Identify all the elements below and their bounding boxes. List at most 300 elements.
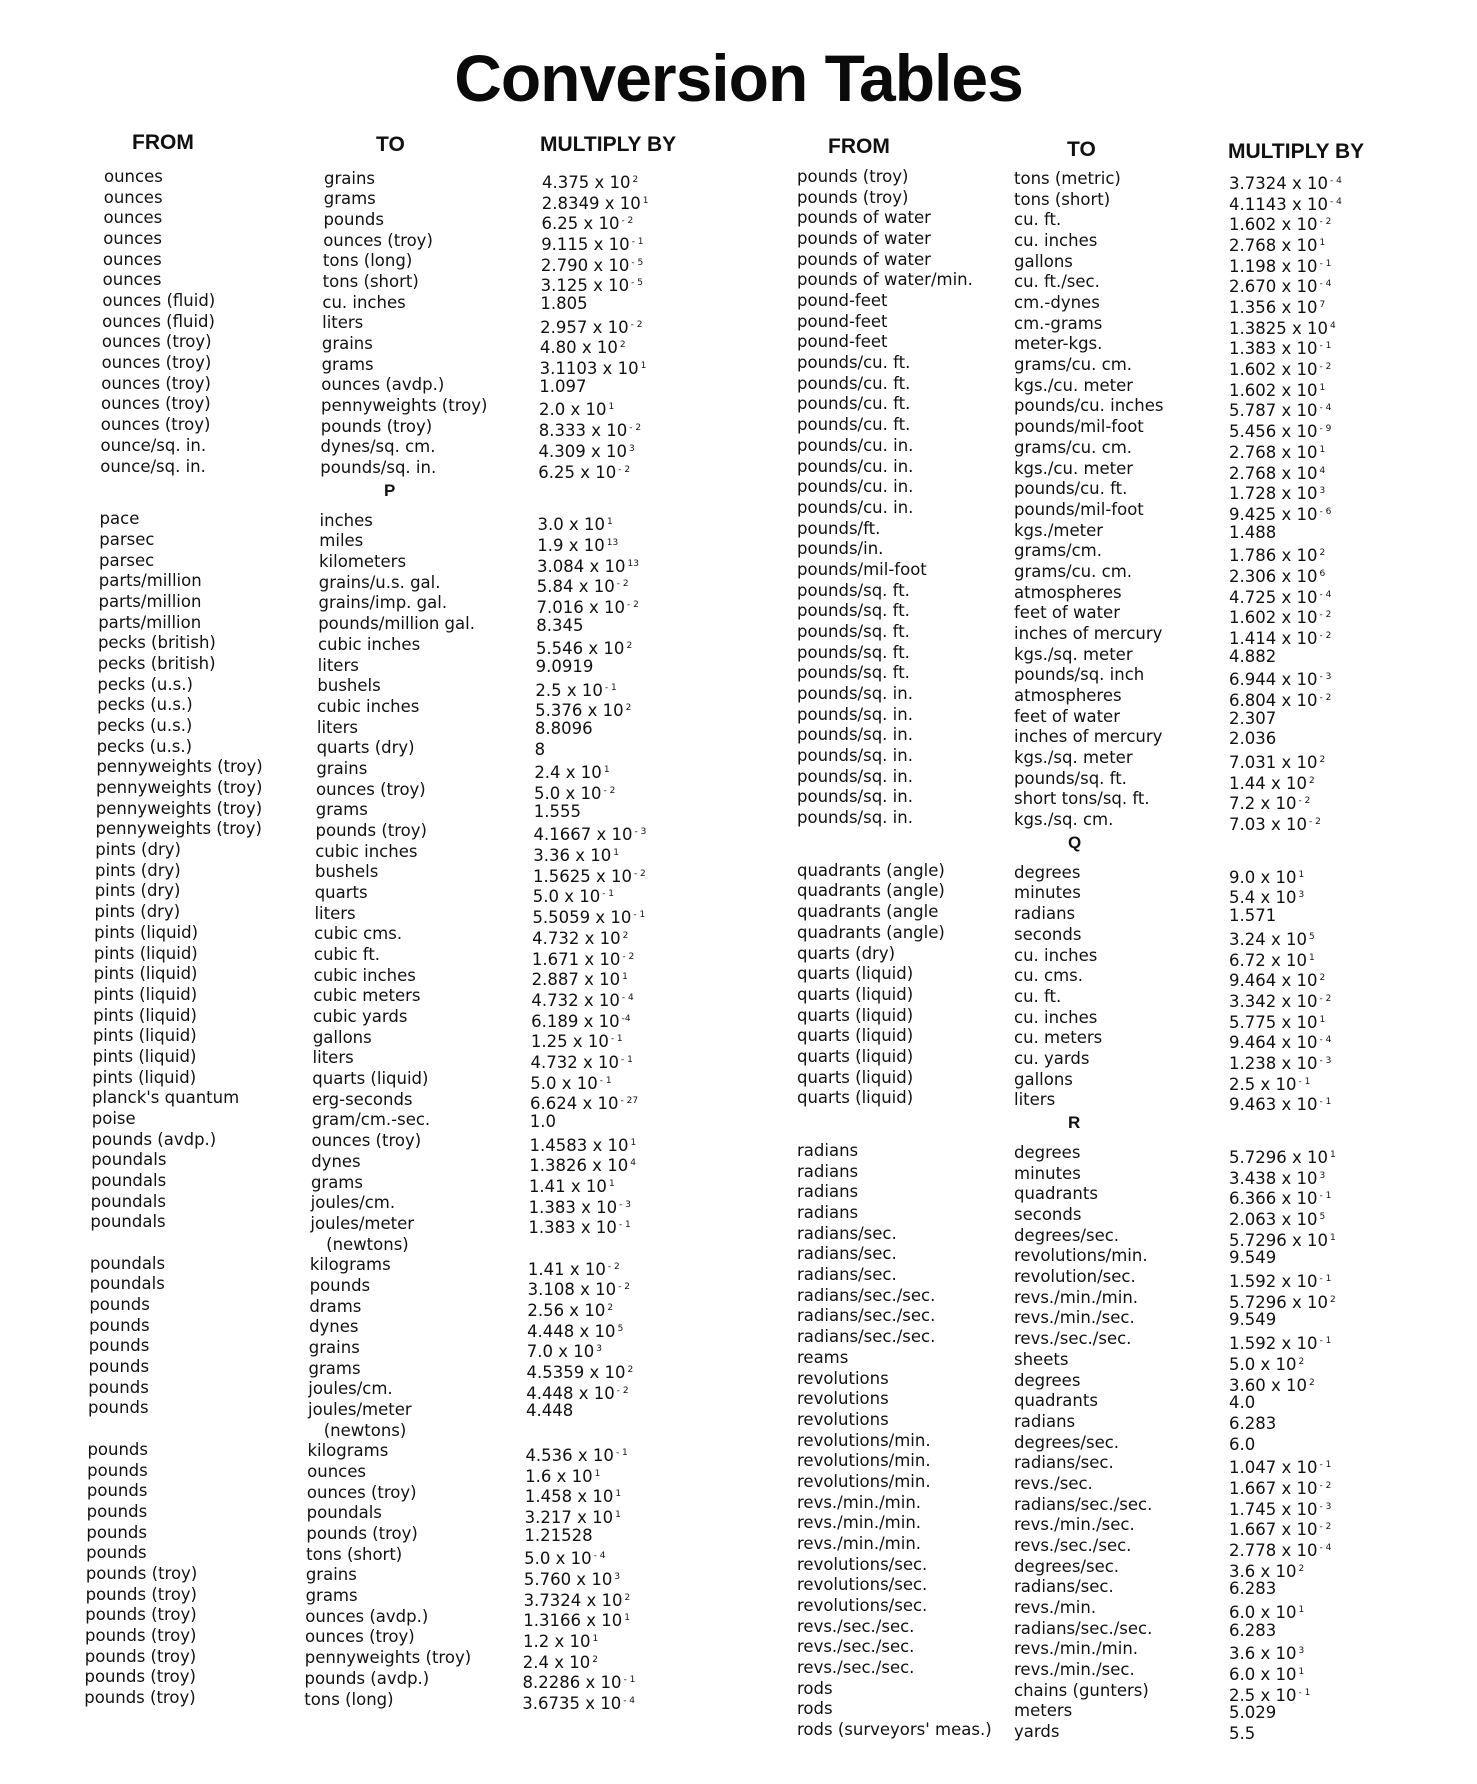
to-unit xyxy=(322,293,405,313)
to-unit xyxy=(1014,727,1162,747)
exponent: 2 xyxy=(1319,548,1326,559)
multiplier xyxy=(1229,667,1331,690)
from-unit-text: pecks (british) xyxy=(97,633,216,653)
exponent: - 2 xyxy=(626,599,639,610)
to-unit xyxy=(1014,1577,1114,1597)
exponent: - 2 xyxy=(603,786,616,797)
multiplier xyxy=(1229,1621,1276,1641)
to-unit-text: grams/cm. xyxy=(1014,541,1102,561)
from-unit xyxy=(797,1327,935,1347)
multiplier xyxy=(1229,1455,1331,1478)
to-unit-text: ounces (troy) xyxy=(323,230,433,250)
to-unit-text: cu. meters xyxy=(1014,1028,1103,1048)
to-unit-text: short tons/sq. ft. xyxy=(1014,789,1150,809)
multiplier-text: 3.36 x 10 xyxy=(533,846,612,866)
multiplier xyxy=(532,967,628,990)
to-unit xyxy=(1014,272,1100,292)
to-unit-text: pounds/sq. ft. xyxy=(1014,768,1127,788)
from-unit xyxy=(797,1472,931,1492)
to-unit-text: cubic ft. xyxy=(313,945,381,965)
exponent: 1 xyxy=(1298,1604,1305,1615)
exponent: - 4 xyxy=(593,1551,606,1562)
multiplier-text: 4.448 xyxy=(525,1401,574,1421)
from-unit-text: pound-feet xyxy=(797,311,888,331)
to-unit-text: degrees xyxy=(1014,1370,1081,1390)
from-unit-text: pounds/sq. in. xyxy=(797,766,913,786)
to-unit xyxy=(311,1131,421,1151)
from-unit-text: revolutions/min. xyxy=(797,1471,931,1491)
exponent: 4 xyxy=(1329,320,1336,331)
to-unit xyxy=(1014,904,1075,924)
from-unit xyxy=(797,560,927,580)
from-unit xyxy=(797,787,913,807)
multiplier-text: 6.944 x 10 xyxy=(1229,670,1318,690)
multiplier xyxy=(1229,585,1331,608)
exponent: - 2 xyxy=(622,951,635,962)
multiplier-text: 8.8096 xyxy=(534,719,593,739)
multiplier xyxy=(1229,865,1304,888)
from-unit xyxy=(797,374,910,394)
multiplier-text: 7.0 x 10 xyxy=(526,1342,595,1362)
to-unit-text: cm.-dynes xyxy=(1014,293,1100,313)
multiplier xyxy=(534,760,609,783)
multiplier-text: 2.036 xyxy=(1229,729,1277,749)
exponent: 1 xyxy=(1319,444,1326,455)
exponent: 1 xyxy=(613,848,619,859)
from-unit-text: pennyweights (troy) xyxy=(95,798,263,818)
exponent: - 5 xyxy=(631,278,643,289)
from-unit-text: pounds/sq. in. xyxy=(797,725,913,745)
from-unit xyxy=(797,353,910,373)
from-unit xyxy=(98,633,216,653)
multiplier xyxy=(527,1339,602,1362)
from-unit-text: revolutions/min. xyxy=(797,1451,931,1471)
multiplier-text: 2.5 x 10 xyxy=(535,680,603,700)
multiplier-text: 3.1103 x 10 xyxy=(539,359,639,379)
to-unit xyxy=(319,573,441,593)
exponent: 2 xyxy=(1298,1563,1305,1574)
to-unit-text: liters xyxy=(312,1048,354,1068)
to-unit-text: pennyweights (troy) xyxy=(304,1648,472,1668)
multiplier xyxy=(1229,1662,1304,1685)
from-unit xyxy=(87,1481,148,1501)
to-unit xyxy=(1014,479,1127,499)
from-unit-text: ounces xyxy=(104,167,163,186)
multiplier-text: 7.2 x 10 xyxy=(1229,794,1297,814)
to-unit xyxy=(1014,1660,1135,1680)
from-unit xyxy=(797,684,913,704)
from-unit xyxy=(96,778,262,798)
from-unit-text: ounces xyxy=(103,187,163,207)
multiplier xyxy=(529,1153,636,1176)
from-unit-text: ounces (fluid) xyxy=(102,291,216,311)
multiplier xyxy=(1229,1703,1276,1723)
to-unit xyxy=(324,1421,407,1441)
multiplier-text: 5.0 x 10 xyxy=(532,887,601,907)
to-unit xyxy=(319,531,363,551)
exponent: - 2 xyxy=(629,423,642,434)
from-unit xyxy=(91,1150,166,1170)
from-unit xyxy=(797,1658,914,1678)
multiplier-text: 2.063 x 10 xyxy=(1229,1210,1318,1230)
to-unit-text: liters xyxy=(314,903,356,923)
from-unit xyxy=(95,840,181,860)
multiplier-text: 1.602 x 10 xyxy=(1229,215,1318,235)
multiplier-text: 1.383 x 10 xyxy=(528,1197,618,1217)
from-unit-text: revs./sec./sec. xyxy=(797,1616,915,1636)
from-unit xyxy=(97,716,193,736)
multiplier-text: 4.1667 x 10 xyxy=(533,825,633,845)
from-unit-text: pennyweights (troy) xyxy=(96,757,263,777)
from-unit-text: poundals xyxy=(91,1150,167,1170)
multiplier-text: 5.5059 x 10 xyxy=(532,908,632,928)
from-unit xyxy=(797,705,913,725)
multiplier xyxy=(534,781,615,804)
to-unit xyxy=(324,169,375,189)
multiplier xyxy=(540,315,642,338)
to-unit-text: seconds xyxy=(1014,924,1082,944)
to-unit xyxy=(321,375,444,395)
from-unit-text: radians/sec./sec. xyxy=(797,1306,936,1326)
multiplier xyxy=(537,533,618,556)
exponent: 1 xyxy=(608,1179,615,1189)
multiplier-text: 3.60 x 10 xyxy=(1229,1375,1307,1395)
exponent: - 9 xyxy=(1319,424,1332,435)
to-unit-text: feet of water xyxy=(1014,706,1120,726)
to-unit-text: meter-kgs. xyxy=(1014,334,1103,354)
multiplier-text: 5.029 xyxy=(1229,1703,1277,1723)
from-unit-text: pounds/cu. ft. xyxy=(797,353,911,373)
to-unit-text: cubic inches xyxy=(317,696,420,716)
multiplier xyxy=(535,698,631,721)
to-unit-text: cu. yards xyxy=(1014,1048,1090,1068)
left-to-header: TO xyxy=(376,133,405,156)
multiplier-text: 7.03 x 10 xyxy=(1229,815,1307,835)
from-unit xyxy=(89,1295,150,1315)
from-unit-text: poundals xyxy=(89,1253,166,1273)
multiplier-text: 2.306 x 10 xyxy=(1229,566,1318,586)
to-unit-text: ounces (troy) xyxy=(305,1627,415,1647)
exponent: 3 xyxy=(1298,890,1305,901)
from-unit-text: revs./min./min. xyxy=(797,1513,922,1533)
exponent: - 4 xyxy=(1319,1542,1332,1553)
multiplier xyxy=(1229,233,1325,256)
to-unit-text: degrees/sec. xyxy=(1014,1432,1120,1452)
from-unit xyxy=(89,1357,150,1377)
exponent: - 1 xyxy=(623,1675,636,1686)
from-unit-text: parts/million xyxy=(98,612,202,632)
from-unit xyxy=(797,1451,931,1471)
from-unit xyxy=(797,394,910,414)
exponent: 2 xyxy=(632,175,639,185)
to-unit-text: tons (long) xyxy=(322,251,413,271)
from-unit-text: pounds xyxy=(88,1336,150,1356)
to-unit-text: revs./min./sec. xyxy=(1014,1308,1135,1328)
to-unit-text: revolution/sec. xyxy=(1014,1267,1136,1287)
multiplier xyxy=(1229,812,1321,835)
from-unit xyxy=(86,1523,147,1543)
exponent: - 27 xyxy=(620,1096,639,1107)
multiplier xyxy=(1229,927,1315,950)
from-unit xyxy=(88,1398,149,1418)
exponent: - 1 xyxy=(604,682,617,693)
exponent: - 4 xyxy=(1319,1035,1332,1046)
multiplier-text: 2.56 x 10 xyxy=(527,1301,606,1321)
multiplier xyxy=(1229,1393,1255,1413)
from-unit-text: parsec xyxy=(99,529,155,549)
from-unit xyxy=(87,1440,148,1460)
multiplier xyxy=(523,1608,630,1631)
to-unit-text: revs./min. xyxy=(1014,1597,1097,1617)
to-unit-text: grains/u.s. gal. xyxy=(318,572,441,592)
to-unit xyxy=(323,231,433,251)
multiplier-text: 7.016 x 10 xyxy=(536,597,625,617)
multiplier-text: 9.549 xyxy=(1229,1248,1277,1268)
to-unit-text: cubic cms. xyxy=(314,924,403,944)
exponent: - 4 xyxy=(1329,176,1342,186)
exponent: 6 xyxy=(1319,568,1326,579)
multiplier-text: 6.189 x 10 xyxy=(531,1011,620,1031)
exponent: 3 xyxy=(1298,1646,1305,1657)
exponent: 3 xyxy=(629,443,635,454)
section-letter-q: Q xyxy=(1068,832,1082,852)
multiplier xyxy=(537,574,629,597)
from-unit-text: quarts (liquid) xyxy=(797,1046,914,1066)
from-unit-text: radians xyxy=(797,1141,859,1161)
to-unit-text: cu. ft./sec. xyxy=(1014,272,1100,292)
to-unit xyxy=(312,1110,430,1130)
multiplier-text: 7.031 x 10 xyxy=(1229,753,1318,773)
to-unit xyxy=(323,210,384,230)
from-unit-text: pints (liquid) xyxy=(92,1026,197,1046)
exponent: 1 xyxy=(1298,869,1305,880)
from-unit-text: pounds (troy) xyxy=(85,1625,197,1645)
multiplier-text: 2.790 x 10 xyxy=(540,255,630,275)
from-unit-text: pounds of water xyxy=(797,249,931,269)
multiplier-text: 3.24 x 10 xyxy=(1229,929,1307,949)
exponent: - 1 xyxy=(1319,1097,1332,1108)
to-unit xyxy=(1014,1143,1080,1163)
from-unit xyxy=(797,1699,833,1719)
to-unit-text: inches of mercury xyxy=(1014,623,1163,643)
from-unit xyxy=(89,1316,150,1336)
to-unit-text: grains xyxy=(316,758,368,778)
multiplier-text: 9.425 x 10 xyxy=(1229,504,1318,524)
from-unit-text: ounces xyxy=(102,249,162,269)
exponent: 1 xyxy=(607,517,613,528)
multiplier xyxy=(531,988,633,1011)
from-unit xyxy=(100,457,206,477)
to-unit-text: ounces (avdp.) xyxy=(321,375,445,395)
from-unit xyxy=(94,944,198,964)
multiplier-text: 1.097 xyxy=(539,376,587,396)
from-unit xyxy=(797,1596,927,1616)
to-unit-text: radians/sec. xyxy=(1014,1453,1114,1473)
from-unit xyxy=(797,332,888,352)
to-unit-text: quadrants xyxy=(1014,1391,1098,1411)
from-unit xyxy=(86,1543,147,1563)
multiplier-text: 5.0 x 10 xyxy=(534,784,602,804)
multiplier xyxy=(541,211,633,234)
exponent: 13 xyxy=(627,558,639,569)
exponent: - 2 xyxy=(616,1385,629,1396)
to-unit-text: kgs./sq. meter xyxy=(1014,748,1133,768)
from-unit xyxy=(797,1493,921,1513)
from-unit xyxy=(797,312,888,332)
to-unit xyxy=(1014,210,1061,230)
exponent: 2 xyxy=(1319,973,1326,984)
to-unit-text: radians xyxy=(1014,1411,1076,1431)
from-unit-text: quarts (liquid) xyxy=(797,1026,914,1046)
to-unit xyxy=(318,593,447,613)
from-unit xyxy=(84,1688,195,1708)
section-letter-r: R xyxy=(1068,1113,1081,1133)
from-unit xyxy=(85,1605,196,1625)
multiplier-text: 2.887 x 10 xyxy=(531,970,621,990)
to-unit-text: grams/cu. cm. xyxy=(1014,355,1133,375)
from-unit-text: pennyweights (troy) xyxy=(95,819,262,839)
to-unit xyxy=(1014,645,1133,665)
from-unit xyxy=(85,1647,196,1667)
multiplier xyxy=(540,294,587,314)
to-unit-text: bushels xyxy=(317,676,381,696)
from-unit xyxy=(797,985,913,1005)
multiplier-text: 4.732 x 10 xyxy=(531,990,620,1010)
to-unit xyxy=(312,1090,413,1110)
from-unit-text: ounces xyxy=(103,229,163,249)
from-unit xyxy=(97,675,193,695)
to-unit-text: ounces (troy) xyxy=(316,779,426,799)
exponent: - 2 xyxy=(630,319,643,330)
multiplier xyxy=(525,1505,621,1528)
multiplier xyxy=(1229,1166,1325,1189)
to-unit-text: kilograms xyxy=(307,1441,389,1461)
from-unit-text: pounds xyxy=(86,1481,148,1501)
from-unit xyxy=(797,1637,914,1657)
multiplier xyxy=(526,1381,628,1404)
to-unit xyxy=(1014,252,1073,272)
multiplier xyxy=(527,1360,634,1383)
multiplier-text: 5.4 x 10 xyxy=(1229,888,1297,908)
multiplier xyxy=(522,1691,635,1714)
multiplier-text: 6.0 xyxy=(1229,1434,1256,1454)
multiplier xyxy=(523,1629,598,1652)
to-unit xyxy=(305,1648,471,1668)
from-unit xyxy=(90,1212,165,1232)
from-unit-text: radians/sec. xyxy=(797,1223,897,1243)
exponent: - 2 xyxy=(621,216,634,227)
multiplier xyxy=(542,170,638,193)
exponent: 1 xyxy=(1309,952,1315,963)
multiplier-text: 3.342 x 10 xyxy=(1229,991,1318,1011)
from-unit-text: pints (dry) xyxy=(94,881,181,901)
from-unit xyxy=(797,1182,858,1202)
exponent: 13 xyxy=(606,537,619,548)
to-unit xyxy=(1014,769,1127,789)
multiplier-text: 3.7324 x 10 xyxy=(523,1590,623,1610)
multiplier xyxy=(1229,626,1331,649)
from-unit xyxy=(103,270,162,290)
to-unit xyxy=(1014,355,1132,375)
multiplier-text: 1.9 x 10 xyxy=(537,535,605,555)
exponent: - 6 xyxy=(1319,506,1332,517)
to-unit-text: dynes/sq. cm. xyxy=(320,437,436,457)
to-unit-text: tons (short) xyxy=(1014,189,1111,209)
to-unit-text: yards xyxy=(1014,1722,1060,1742)
multiplier-text: 1.3825 x 10 xyxy=(1229,318,1328,338)
from-unit-text: revolutions xyxy=(797,1409,889,1429)
exponent: 1 xyxy=(1329,1232,1336,1243)
to-unit-text: inches xyxy=(319,510,373,530)
to-unit xyxy=(1014,1350,1068,1370)
multiplier xyxy=(1229,750,1325,773)
multiplier-text: 1.592 x 10 xyxy=(1229,1334,1318,1354)
from-unit xyxy=(797,1006,913,1026)
to-unit xyxy=(313,1048,354,1068)
exponent: 1 xyxy=(1298,1667,1305,1678)
to-unit xyxy=(306,1565,357,1585)
to-unit xyxy=(1014,1246,1148,1266)
from-unit xyxy=(98,654,216,674)
from-unit xyxy=(93,985,197,1005)
from-unit-text: radians/sec. xyxy=(797,1265,897,1285)
to-unit xyxy=(1014,925,1081,945)
to-unit xyxy=(1014,500,1144,520)
exponent: - 3 xyxy=(619,1199,632,1210)
from-unit-text: pounds/mil-foot xyxy=(797,559,927,579)
to-unit-text: ounces (troy) xyxy=(311,1131,422,1151)
from-unit xyxy=(797,229,931,249)
exponent: 2 xyxy=(1319,755,1326,766)
multiplier xyxy=(532,926,628,949)
multiplier-text: 6.25 x 10 xyxy=(538,462,617,482)
to-unit-text: pounds/sq. inch xyxy=(1014,665,1145,685)
exponent: 2 xyxy=(607,1303,614,1314)
exponent: - 1 xyxy=(1298,1687,1311,1698)
multiplier xyxy=(1229,1207,1325,1230)
exponent: 2 xyxy=(627,1365,634,1376)
multiplier xyxy=(1229,1010,1325,1033)
from-unit-text: pints (liquid) xyxy=(93,943,198,963)
to-unit xyxy=(1014,1288,1138,1308)
from-unit xyxy=(797,1088,913,1108)
exponent: 1 xyxy=(1329,1150,1336,1161)
exponent: 2 xyxy=(626,641,633,652)
exponent: - 5 xyxy=(631,257,644,268)
multiplier xyxy=(1229,192,1342,215)
to-unit xyxy=(309,1297,361,1317)
to-unit-text: cubic yards xyxy=(313,1007,408,1027)
multiplier-text: 1.383 x 10 xyxy=(528,1218,617,1238)
from-unit xyxy=(96,819,262,839)
multiplier-text: 4.536 x 10 xyxy=(525,1445,614,1465)
to-unit xyxy=(317,676,380,696)
exponent: - 1 xyxy=(602,889,615,900)
from-unit-text: pounds (troy) xyxy=(84,1688,196,1707)
to-unit xyxy=(1014,946,1097,966)
to-unit-text: cubic meters xyxy=(313,986,421,1006)
multiplier xyxy=(1229,1497,1331,1520)
from-unit-text: pounds (troy) xyxy=(84,1646,197,1666)
from-unit xyxy=(104,188,163,208)
to-unit xyxy=(1014,966,1083,986)
from-unit-text: pounds/sq. in. xyxy=(797,808,913,828)
from-unit xyxy=(797,188,908,208)
to-unit-text: atmospheres xyxy=(1014,686,1122,705)
multiplier xyxy=(1229,1290,1336,1313)
exponent: 2 xyxy=(619,340,626,351)
from-unit xyxy=(97,737,193,757)
